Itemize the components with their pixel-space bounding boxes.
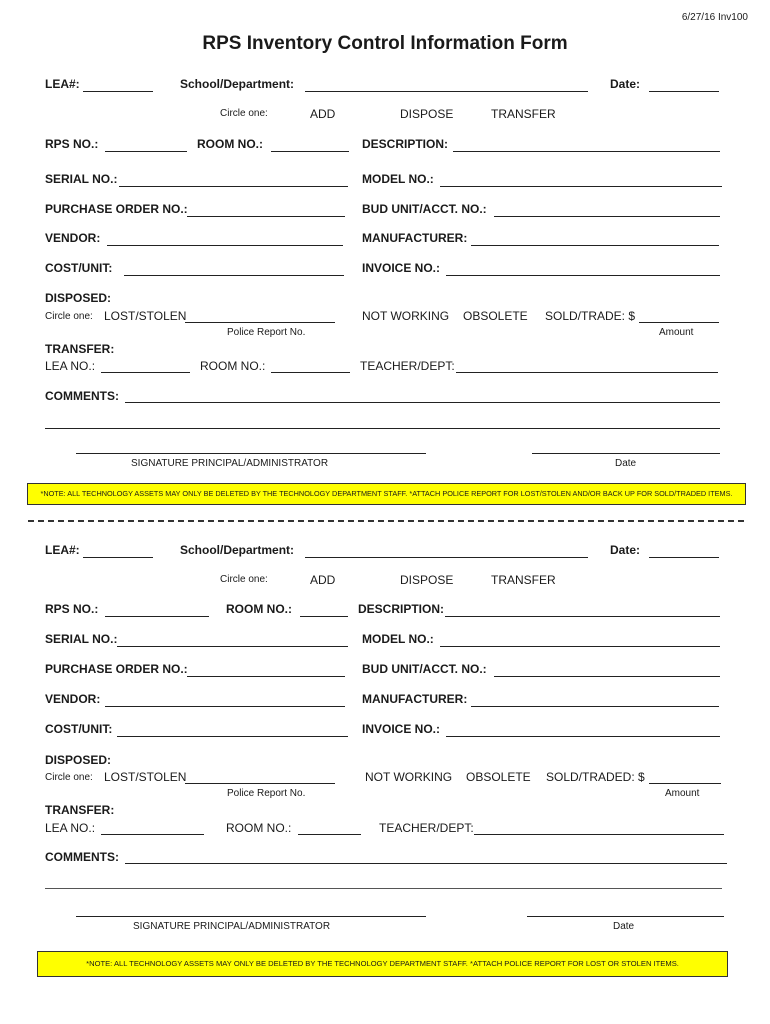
police-report-caption: Police Report No. — [227, 788, 306, 799]
sold-amount-field[interactable] — [639, 322, 719, 323]
sold-amount-field[interactable] — [649, 783, 721, 784]
transfer-room-no-label: ROOM NO.: — [226, 821, 292, 835]
model-no-label: MODEL NO.: — [362, 172, 434, 186]
signature-field[interactable] — [76, 916, 426, 917]
transfer-room-no-label: ROOM NO.: — [200, 359, 266, 373]
serial-no-label: SERIAL NO.: — [45, 632, 118, 646]
option-transfer[interactable]: TRANSFER — [491, 107, 556, 121]
amount-caption: Amount — [659, 327, 694, 338]
model-no-label: MODEL NO.: — [362, 632, 434, 646]
bud-unit-field[interactable] — [494, 676, 720, 677]
option-add[interactable]: ADD — [310, 107, 336, 121]
manufacturer-field[interactable] — [471, 245, 719, 246]
cost-unit-field[interactable] — [124, 275, 344, 276]
school-label: School/Department: — [180, 77, 295, 91]
option-obsolete[interactable]: OBSOLETE — [466, 770, 531, 784]
circle-one-label: Circle one: — [220, 574, 268, 585]
school-label: School/Department: — [180, 543, 295, 557]
date-field[interactable] — [649, 91, 719, 92]
description-field[interactable] — [445, 616, 720, 617]
vendor-label: VENDOR: — [45, 692, 101, 706]
serial-no-label: SERIAL NO.: — [45, 172, 118, 186]
room-no-field[interactable] — [300, 616, 348, 617]
comments-field[interactable] — [125, 402, 720, 403]
manufacturer-field[interactable] — [471, 706, 719, 707]
rps-no-label: RPS NO.: — [45, 137, 99, 151]
page-title: RPS Inventory Control Information Form — [202, 33, 568, 54]
school-field[interactable] — [305, 91, 588, 92]
lea-no-field[interactable] — [101, 834, 204, 835]
signature-field[interactable] — [76, 453, 426, 454]
comments-field[interactable] — [125, 863, 727, 864]
lea-no-label: LEA NO.: — [45, 821, 96, 835]
comments-label: COMMENTS: — [45, 850, 119, 864]
lea-field[interactable] — [83, 91, 153, 92]
purchase-order-field[interactable] — [187, 216, 345, 217]
lea-field[interactable] — [83, 557, 153, 558]
disposed-circle-one: Circle one: — [45, 772, 93, 783]
date-label: Date: — [610, 77, 641, 91]
invoice-no-field[interactable] — [446, 736, 720, 737]
lea-no-label: LEA NO.: — [45, 359, 96, 373]
circle-one-label: Circle one: — [220, 108, 268, 119]
comments-field-line-2[interactable] — [45, 888, 722, 889]
police-report-field[interactable] — [185, 322, 335, 323]
lea-label: LEA#: — [45, 543, 80, 557]
police-report-caption: Police Report No. — [227, 327, 306, 338]
description-field[interactable] — [453, 151, 720, 152]
manufacturer-label: MANUFACTURER: — [362, 692, 468, 706]
bud-unit-label: BUD UNIT/ACCT. NO.: — [362, 202, 487, 216]
option-transfer[interactable]: TRANSFER — [491, 573, 556, 587]
amount-caption: Amount — [665, 788, 700, 799]
date-label: Date: — [610, 543, 641, 557]
purchase-order-label: PURCHASE ORDER NO.: — [45, 662, 188, 676]
model-no-field[interactable] — [440, 186, 722, 187]
option-dispose[interactable]: DISPOSE — [400, 107, 454, 121]
option-lost-stolen[interactable]: LOST/STOLEN — [104, 309, 187, 323]
vendor-label: VENDOR: — [45, 231, 101, 245]
rps-no-field[interactable] — [105, 616, 209, 617]
invoice-no-label: INVOICE NO.: — [362, 722, 441, 736]
form-version: 6/27/16 Inv100 — [681, 12, 748, 23]
date-field[interactable] — [649, 557, 719, 558]
comments-label: COMMENTS: — [45, 389, 119, 403]
option-dispose[interactable]: DISPOSE — [400, 573, 454, 587]
option-not-working[interactable]: NOT WORKING — [365, 770, 453, 784]
option-lost-stolen[interactable]: LOST/STOLEN — [104, 770, 187, 784]
rps-no-field[interactable] — [105, 151, 187, 152]
lea-no-field[interactable] — [101, 372, 190, 373]
serial-no-field[interactable] — [119, 186, 348, 187]
model-no-field[interactable] — [440, 646, 720, 647]
police-report-field[interactable] — [185, 783, 335, 784]
teacher-dept-field[interactable] — [456, 372, 718, 373]
description-label: DESCRIPTION: — [362, 137, 449, 151]
teacher-dept-label: TEACHER/DEPT: — [379, 821, 474, 835]
transfer-label: TRANSFER: — [45, 803, 115, 817]
signature-date-caption: Date — [613, 921, 635, 932]
transfer-room-no-field[interactable] — [298, 834, 361, 835]
cost-unit-label: COST/UNIT: — [45, 261, 113, 275]
rps-no-label: RPS NO.: — [45, 602, 99, 616]
comments-field-line-2[interactable] — [45, 428, 720, 429]
disposed-label: DISPOSED: — [45, 753, 112, 767]
room-no-label: ROOM NO.: — [197, 137, 263, 151]
option-obsolete[interactable]: OBSOLETE — [463, 309, 528, 323]
signature-date-field[interactable] — [527, 916, 724, 917]
cost-unit-label: COST/UNIT: — [45, 722, 113, 736]
invoice-no-field[interactable] — [446, 275, 720, 276]
room-no-label: ROOM NO.: — [226, 602, 292, 616]
signature-date-caption: Date — [615, 458, 637, 469]
description-label: DESCRIPTION: — [358, 602, 445, 616]
option-not-working[interactable]: NOT WORKING — [362, 309, 450, 323]
lea-label: LEA#: — [45, 77, 80, 91]
note-banner: *NOTE: ALL TECHNOLOGY ASSETS MAY ONLY BE DELETED BY THE TECHNOLOGY DEPARTMENT STAFF. *ATTACH POLICE REPORT FOR LOST/STOLEN AND/OR BACK UP FOR SOLD/TRADED ITEMS. — [27, 483, 746, 505]
signature-caption: SIGNATURE PRINCIPAL/ADMINISTRATOR — [131, 458, 329, 469]
purchase-order-field[interactable] — [187, 676, 345, 677]
cost-unit-field[interactable] — [117, 736, 348, 737]
teacher-dept-label: TEACHER/DEPT: — [360, 359, 455, 373]
teacher-dept-field[interactable] — [474, 834, 724, 835]
signature-date-field[interactable] — [532, 453, 720, 454]
serial-no-field[interactable] — [117, 646, 348, 647]
bud-unit-field[interactable] — [494, 216, 720, 217]
manufacturer-label: MANUFACTURER: — [362, 231, 468, 245]
vendor-field[interactable] — [107, 245, 343, 246]
disposed-label: DISPOSED: — [45, 291, 112, 305]
note-banner: *NOTE: ALL TECHNOLOGY ASSETS MAY ONLY BE DELETED BY THE TECHNOLOGY DEPARTMENT STAFF. *ATTACH POLICE REPORT FOR LOST OR STOLEN ITEMS. — [37, 951, 728, 977]
transfer-label: TRANSFER: — [45, 342, 115, 356]
signature-caption: SIGNATURE PRINCIPAL/ADMINISTRATOR — [133, 921, 331, 932]
option-add[interactable]: ADD — [310, 573, 336, 587]
school-field[interactable] — [305, 557, 588, 558]
disposed-circle-one: Circle one: — [45, 311, 93, 322]
room-no-field[interactable] — [271, 151, 349, 152]
transfer-room-no-field[interactable] — [271, 372, 350, 373]
invoice-no-label: INVOICE NO.: — [362, 261, 441, 275]
cut-line-divider — [28, 520, 744, 522]
purchase-order-label: PURCHASE ORDER NO.: — [45, 202, 188, 216]
option-sold-traded[interactable]: SOLD/TRADED: $ — [546, 770, 645, 784]
bud-unit-label: BUD UNIT/ACCT. NO.: — [362, 662, 487, 676]
vendor-field[interactable] — [105, 706, 345, 707]
option-sold-trade[interactable]: SOLD/TRADE: $ — [545, 309, 636, 323]
